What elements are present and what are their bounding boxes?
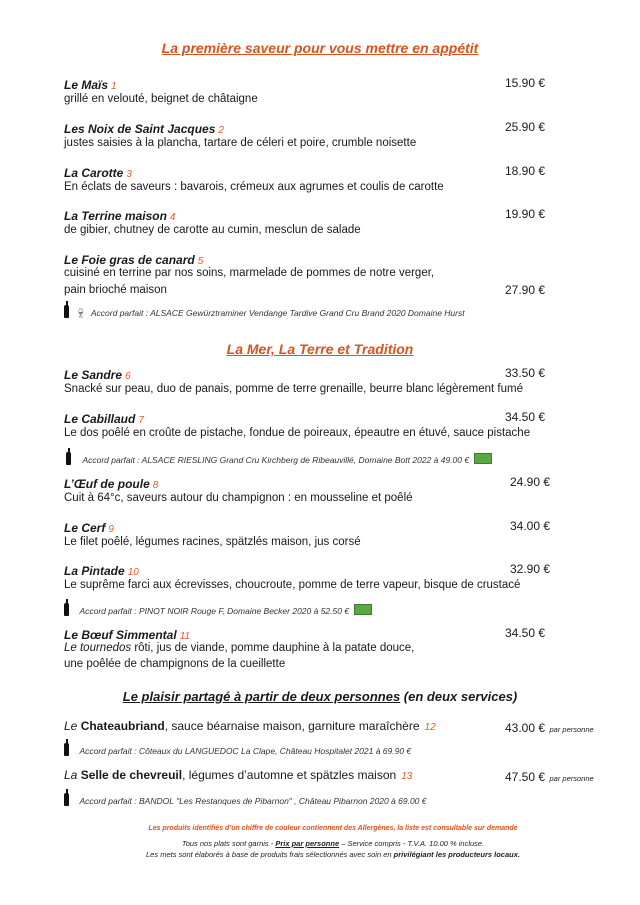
- dish-price: 47.50 €: [505, 770, 546, 784]
- dish-price: 34.50 €: [505, 410, 546, 424]
- dish-name: Le Bœuf Simmental: [64, 628, 177, 642]
- wine-pairing: [64, 791, 427, 809]
- footer-text: Les mets sont élaborés à base de produits frais sélectionnés avec soin en: [146, 850, 394, 859]
- allergen-number: 11: [179, 631, 191, 642]
- wine-pairing-text: Accord parfait : ALSACE RIESLING Grand Cru Kirchberg de Ribeauvillé, Domaine Bott 2022 à 49.00 €: [82, 455, 470, 465]
- section-title-starters: La première saveur pour vous mettre en appétit: [161, 40, 479, 56]
- allergen-number: 4: [169, 212, 176, 223]
- shared-title-note: (en deux services): [400, 689, 518, 704]
- allergen-number: 13: [401, 771, 413, 782]
- dish-description: En éclats de saveurs : bavarois, crémeux aux agrumes et coulis de carotte: [64, 181, 444, 193]
- footer-emphasis: privilégiant les producteurs locaux.: [393, 850, 520, 859]
- wine-pairing-text: Accord parfait : PINOT NOIR Rouge F, Domaine Becker 2020 à 52.50 €: [79, 606, 350, 616]
- allergen-number: 1: [111, 81, 117, 92]
- dish-price: 34.50 €: [505, 626, 546, 640]
- dish-price: 25.90 €: [505, 120, 546, 134]
- wine-pairing-text: Accord parfait : Côteaux du LANGUEDOC La Clape, Château Hospitalet 2021 à 69.90 €: [79, 746, 412, 756]
- wine-pairing: [66, 450, 492, 468]
- dish-price: 33.50 €: [505, 366, 546, 380]
- allergen-notice: Les produits identifiés d’un chiffre de couleur contiennent des Allergènes, la liste est consultable sur demande: [148, 825, 518, 832]
- dish-description: de gibier, chutney de carotte au cumin, mesclun de salade: [64, 224, 361, 236]
- dish-article: Le: [64, 719, 81, 733]
- wine-bottle-icon: [66, 452, 71, 465]
- allergen-number: 8: [152, 480, 159, 491]
- dish-description: Le filet poêlé, légumes racines, spätzlés maison, jus corsé: [64, 536, 361, 548]
- allergen-number: 9: [108, 524, 114, 535]
- dish-name: Le Foie gras de canard: [64, 253, 195, 267]
- dish-name: Le Cerf: [64, 521, 106, 535]
- dish-name: L’Œuf de poule: [64, 477, 150, 491]
- wine-bottle-icon: [64, 603, 69, 616]
- menu-item-chateaubriand: [64, 719, 436, 733]
- dish-name: Chateaubriand: [80, 719, 165, 733]
- shared-title-main: Le plaisir partagé à partir de deux personnes: [122, 689, 401, 704]
- dish-price: 15.90 €: [505, 76, 546, 90]
- dish-description: cuisiné en terrine par nos soins, marmelade de pommes de notre verger,: [64, 267, 435, 279]
- dish-price: 34.00 €: [510, 519, 551, 533]
- dish-name: Le Maïs: [64, 78, 109, 92]
- allergen-number: 12: [424, 722, 436, 733]
- dish-description: Cuit à 64°c, saveurs autour du champignon : en mousseline et poêlé: [64, 492, 413, 504]
- allergen-number: 3: [126, 169, 132, 180]
- shared-price: [505, 719, 594, 737]
- dish-price: 32.90 €: [510, 562, 551, 576]
- wine-pairing: [64, 741, 411, 759]
- dish-description-italic: Le tournedos: [64, 642, 132, 654]
- dish-name: La Terrine maison: [64, 209, 167, 223]
- dish-description: , sauce béarnaise maison, garniture maraîchère: [164, 719, 420, 733]
- wine-bottle-icon: [64, 743, 69, 756]
- footer-local-producers: [0, 850, 640, 859]
- dish-description: Le suprême farci aux écrevisses, choucroute, pomme de terre vapeur, bisque de crustacé: [64, 579, 521, 591]
- wine-pairing-text: Accord parfait : BANDOL "Les Restanques de Pibarnon" , Château Pibarnon 2020 à 69.00 €: [79, 796, 427, 806]
- wine-bottle-icon: [64, 793, 69, 806]
- allergen-number: 6: [125, 371, 131, 382]
- wine-pairing-text: Accord parfait : ALSACE Gewürztraminer Vendange Tardive Grand Cru Brand 2020 Domaine Hurst: [90, 308, 465, 318]
- dish-article: La: [64, 768, 81, 782]
- dish-price: 27.90 €: [505, 283, 546, 297]
- dish-price: 43.00 €: [505, 721, 546, 735]
- wine-glass-icon: 🍷︎: [75, 308, 87, 318]
- dish-name: Le Sandre: [64, 368, 123, 382]
- section-title-mains: La Mer, La Terre et Tradition: [226, 341, 414, 357]
- wine-bottle-icon: [64, 305, 69, 318]
- dish-description: [64, 640, 414, 657]
- dish-description: Le dos poêlé en croûte de pistache, fondue de poireaux, épeautre en étuvé, sauce pistache: [64, 427, 531, 439]
- eco-label-icon: [354, 604, 372, 615]
- dish-description-line2: pain brioché maison: [64, 284, 167, 296]
- dish-name: Les Noix de Saint Jacques: [64, 122, 216, 136]
- dish-price: 18.90 €: [505, 164, 546, 178]
- dish-description-rest: rôti, jus de viande, pomme dauphine à la patate douce,: [131, 642, 415, 654]
- dish-name: Le Cabillaud: [64, 412, 136, 426]
- dish-name: La Carotte: [64, 166, 124, 180]
- dish-description-line2: une poêlée de champignons de la cueillette: [64, 658, 286, 670]
- dish-description: Snacké sur peau, duo de panais, pomme de terre grenaille, beurre blanc légèrement fumé: [64, 383, 523, 395]
- price-unit: par personne: [549, 774, 594, 783]
- dish-name: La Pintade: [64, 564, 125, 578]
- footer-text: Tous nos plats sont garnis -: [181, 839, 276, 848]
- eco-label-icon: [474, 453, 492, 464]
- footer-pricing-note: [0, 839, 640, 848]
- dish-description: , légumes d’automne et spätzles maison: [182, 768, 397, 782]
- allergen-number: 5: [197, 256, 204, 267]
- price-unit: par personne: [549, 725, 594, 734]
- dish-price: 24.90 €: [510, 475, 551, 489]
- section-title-shared: [0, 689, 640, 704]
- allergen-number: 10: [127, 567, 139, 578]
- allergen-number: 2: [218, 125, 224, 136]
- menu-item-selle-de-chevreuil: [64, 768, 412, 782]
- wine-pairing: [64, 303, 465, 321]
- dish-description: grillé en velouté, beignet de châtaigne: [64, 93, 258, 105]
- shared-price: [505, 768, 594, 786]
- dish-price: 19.90 €: [505, 207, 546, 221]
- dish-name: Selle de chevreuil: [80, 768, 183, 782]
- wine-pairing: [64, 601, 372, 619]
- footer-text: – Service compris - T.V.A. 10.00 % incluse.: [339, 839, 485, 848]
- allergen-number: 7: [138, 415, 144, 426]
- footer-emphasis: Prix par personne: [275, 839, 340, 848]
- dish-description: justes saisies à la plancha, tartare de céleri et poire, crumble noisette: [64, 137, 417, 149]
